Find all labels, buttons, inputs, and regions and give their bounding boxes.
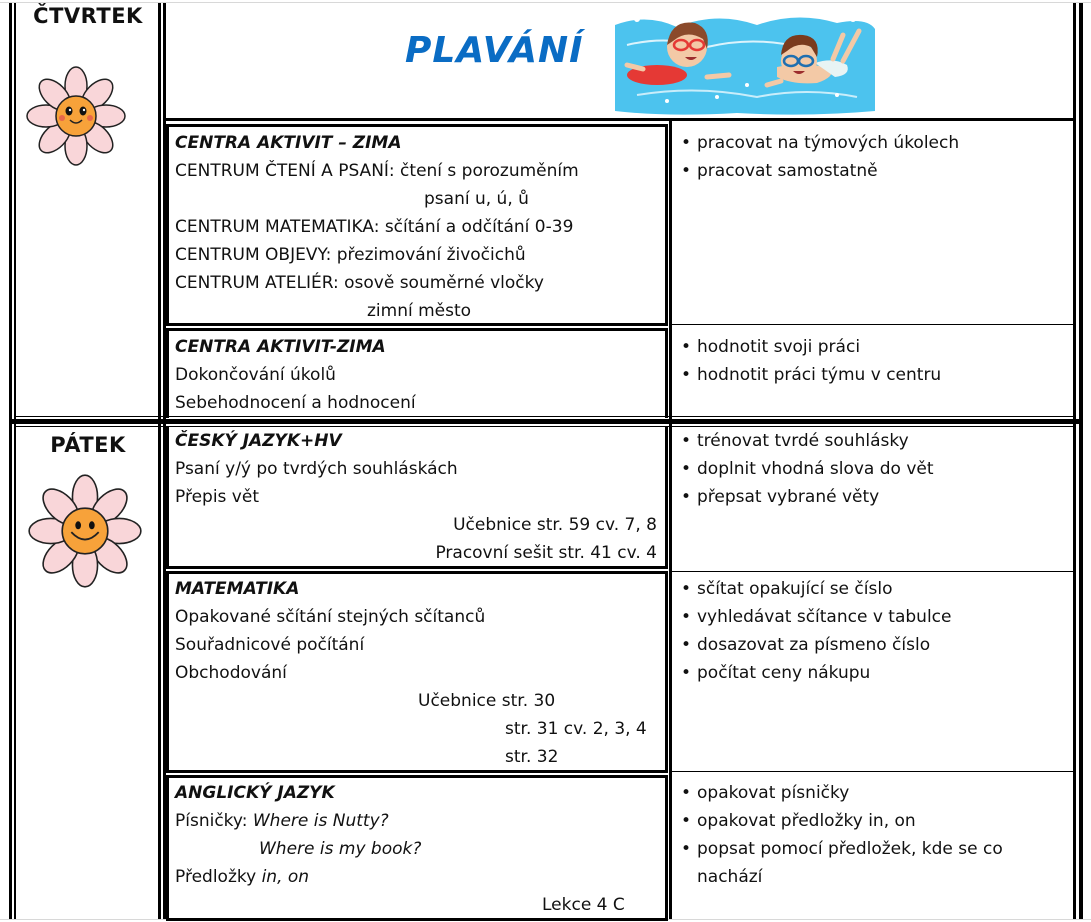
lesson-line: CENTRUM OBJEVY: přezimování živočichů [175,245,526,265]
lesson-line: CENTRUM ATELIÉR: osově souměrné vločky [175,273,544,293]
textbook-reference: Učebnice str. 59 cv. 7, 8 [453,515,657,535]
goals-list [677,333,941,389]
goal-item: • sčítat opakující se číslo [677,575,951,603]
day-label-thursday: ČTVRTEK [33,4,143,28]
lesson-line: Psaní y/ý po tvrdých souhláskách [175,459,458,479]
lesson-line: CENTRUM ČTENÍ A PSANÍ: čtení s porozuměním [175,161,579,181]
row-divider [672,771,1073,772]
goal-item: • trénovat tvrdé souhlásky [677,427,934,455]
day-column-border-a [158,3,161,919]
lesson-matematika [175,575,657,771]
lesson-line: psaní u, ú, ů [424,189,529,209]
day-label-friday: PÁTEK [50,433,126,457]
song-title: Where is Nutty? [252,811,389,831]
textbook-reference: Učebnice str. 30 [418,691,556,711]
lesson-line: CENTRUM MATEMATIKA: sčítání a odčítání 0-39 [175,217,574,237]
goals-list [677,575,951,687]
table-border-left-inner [14,3,16,919]
day-separator-thick [9,419,1083,424]
flower-smiley-icon [28,474,142,588]
goal-item: • hodnotit svoji práci [677,333,941,361]
goals-list [677,129,959,185]
lesson-line [175,807,657,835]
goal-item: • opakovat předložky in, on [677,807,1057,835]
prepositions: in, on [261,867,310,887]
table-border-right-inner [1073,3,1076,919]
goal-item: • vyhledávat sčítance v tabulce [677,603,951,631]
table-border-left-outer [9,3,12,919]
lesson-line [175,863,657,891]
lesson-anglicky-jazyk [175,779,657,919]
goal-item: • dosazovat za písmeno číslo [677,631,951,659]
goals-list [677,779,1057,891]
table-border-right-outer [1079,3,1083,919]
textbook-reference: str. 31 cv. 2, 3, 4 [505,719,647,739]
goal-item: • pracovat samostatně [677,157,959,185]
lesson-line: Sebehodnocení a hodnocení [175,393,416,413]
goal-item: • popsat pomocí předložek, kde se co nachází [677,835,1037,891]
row-divider [672,324,1073,325]
lesson-line: Souřadnicové počítání [175,635,365,655]
lesson-centra-aktivit-zima [175,129,655,325]
textbook-reference: str. 32 [505,747,559,767]
lesson-line: Dokončování úkolů [175,365,336,385]
lesson-line-label: Písničky: [175,811,248,831]
goal-item: • pracovat na týmových úkolech [677,129,959,157]
goals-list [677,427,934,511]
lesson-line: Opakované sčítání stejných sčítanců [175,607,486,627]
goal-item: • doplnit vhodná slova do vět [677,455,934,483]
page-title: PLAVÁNÍ [405,30,584,71]
row-divider [672,571,1073,572]
lesson-heading: CENTRA AKTIVIT-ZIMA [175,337,386,357]
song-title: Where is my book? [259,839,422,859]
lesson-line: Obchodování [175,663,287,683]
lesson-centra-aktivit-zima-2 [175,333,655,417]
header-bottom-border [166,118,1073,121]
lesson-heading: ČESKÝ JAZYK+HV [175,431,342,451]
lesson-heading: CENTRA AKTIVIT – ZIMA [175,133,402,153]
goal-item: • počítat ceny nákupu [677,659,951,687]
goal-item: • přepsat vybrané věty [677,483,934,511]
goal-item: • hodnotit práci týmu v centru [677,361,941,389]
swimming-children-image [607,5,879,117]
workbook-reference: Pracovní sešit str. 41 cv. 4 [435,543,657,563]
lesson-line-label: Předložky [175,867,257,887]
lesson-reference: Lekce 4 C [542,895,625,915]
lesson-cesky-jazyk [175,427,657,567]
goals-column-border [669,120,672,919]
lesson-line: Přepis vět [175,487,259,507]
lesson-heading: ANGLICKÝ JAZYK [175,783,335,803]
lesson-heading: MATEMATIKA [175,579,300,599]
lesson-line: zimní město [367,301,472,321]
goal-item: • opakovat písničky [677,779,1057,807]
flower-smiley-icon [26,66,126,166]
